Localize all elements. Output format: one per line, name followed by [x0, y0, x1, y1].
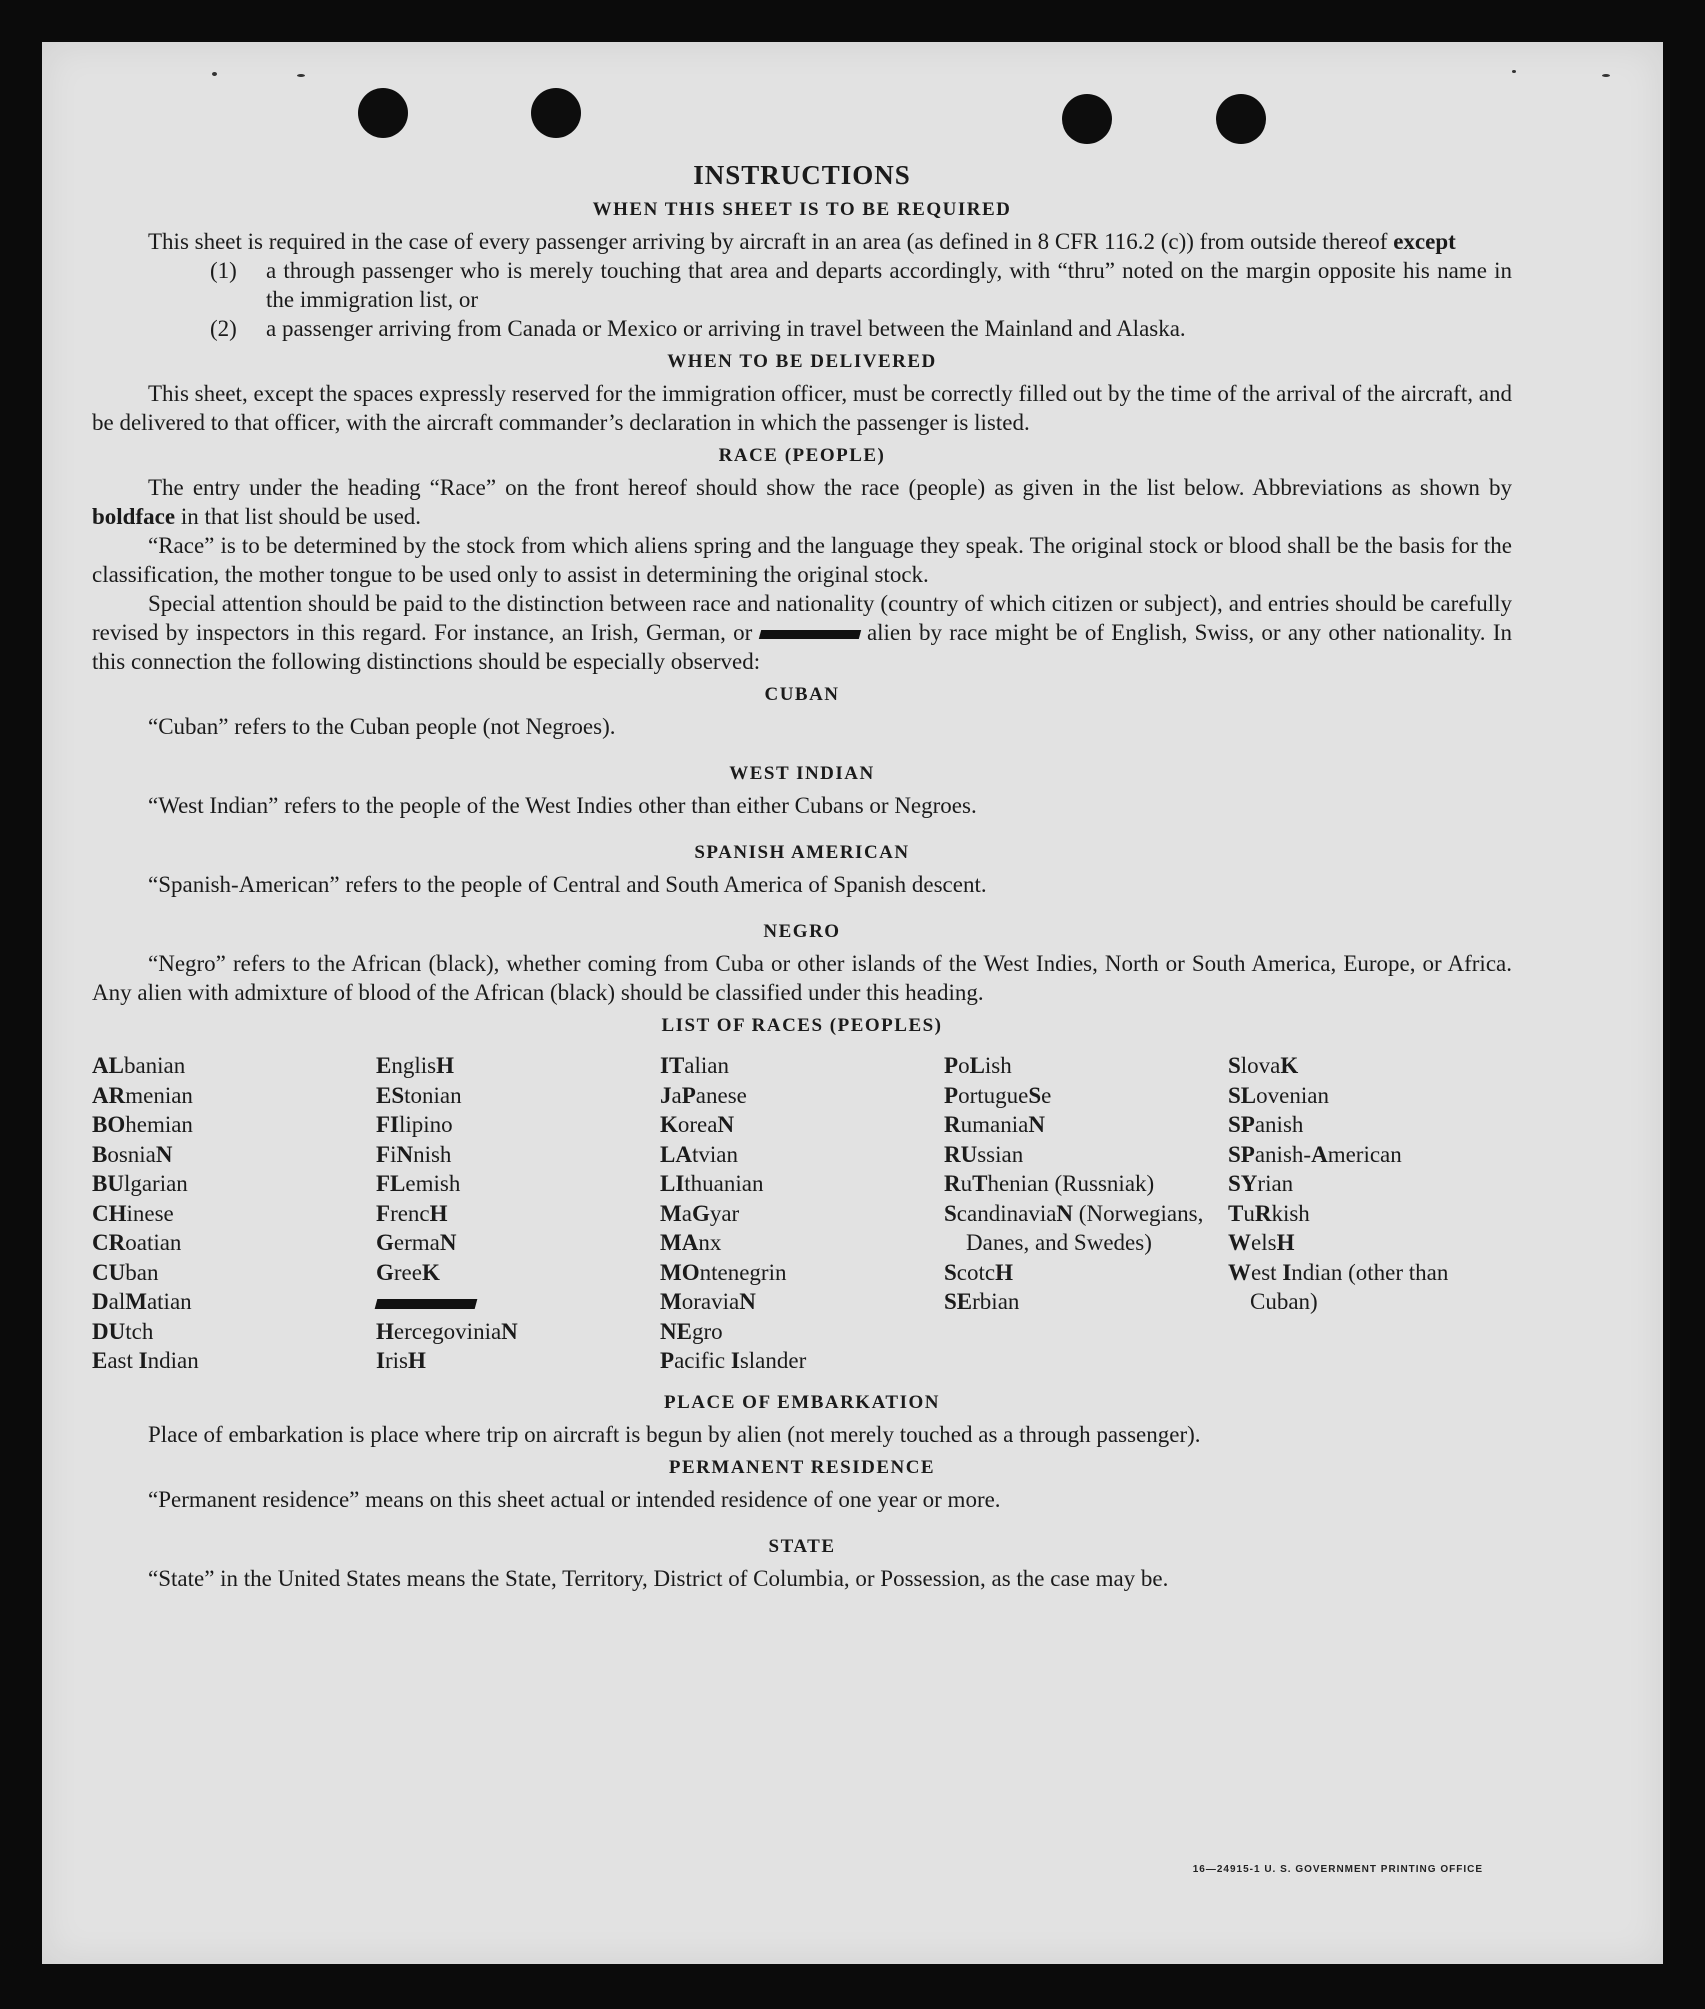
race-entry: SErbian [944, 1289, 1020, 1314]
race-entry: PoLish [944, 1053, 1012, 1078]
race-entry: RumaniaN [944, 1112, 1045, 1137]
race-entry: ScandinaviaN (Norwegians, Danes, and Swedes) [944, 1200, 1204, 1255]
heading-negro: NEGRO [763, 921, 841, 942]
punch-hole [1062, 94, 1112, 144]
heading-when-delivered: WHEN TO BE DELIVERED [667, 351, 937, 372]
race-entry: East Indian [92, 1348, 199, 1373]
race-entry: MoraviaN [660, 1289, 756, 1314]
race-entry: BOhemian [92, 1112, 193, 1137]
race-entry: ITalian [660, 1053, 729, 1078]
exception-item: (1) a through passenger who is merely touching that area and departs accordingly, with “thru” noted on the margin opposite his name in the immigration list, or [210, 258, 1512, 312]
races-column [944, 1051, 1228, 1376]
document-sheet [42, 42, 1663, 1964]
race-para-2: “Race” is to be determined by the stock from which aliens spring and the language they speak. The original stock or blood shall be the basis for the classification, the mother tongue to be used only to assist in determining the original stock. [92, 533, 1512, 587]
race-entry: SYrian [1228, 1171, 1294, 1196]
race-entry: IrisH [376, 1348, 426, 1373]
race-entry: FiNnish [376, 1141, 452, 1167]
speck [297, 74, 305, 77]
heading-residence: PERMANENT RESIDENCE [668, 1456, 936, 1478]
race-entry: ScotcH [944, 1259, 1013, 1285]
race-entry: RuThenian (Russniak) [944, 1171, 1155, 1196]
race-para-1: The entry under the heading “Race” on the front hereof should show the race (people) as given in the list below. Abbreviations as shown by boldface in that list should be used. [92, 475, 1512, 529]
race-entry: CRoatian [92, 1230, 182, 1255]
printing-office-code: 16—24915-1 U. S. GOVERNMENT PRINTING OFFICE [1192, 1864, 1483, 1875]
race-entry: TuRkish [1228, 1200, 1310, 1226]
race-entry: GermaN [376, 1230, 457, 1255]
race-entry: EStonian [376, 1082, 462, 1108]
race-entry: DUtch [92, 1318, 154, 1344]
speck [212, 72, 217, 76]
race-entry: MaGyar [660, 1200, 740, 1226]
instructions-content [92, 160, 1512, 1593]
west-indian-text: “West Indian” refers to the people of the West Indies other than either Cubans or Negroes. [148, 793, 977, 818]
races-list [92, 1051, 1512, 1376]
heading-state: STATE [768, 1535, 836, 1557]
race-entry: EnglisH [376, 1053, 454, 1078]
race-entry: SPanish-American [1228, 1141, 1402, 1167]
races-column [376, 1051, 660, 1376]
race-entry: BosniaN [92, 1141, 173, 1167]
race-entry: BUlgarian [92, 1171, 188, 1196]
punch-hole [531, 88, 581, 138]
race-entry: RUssian [944, 1141, 1024, 1167]
race-entry: LIthuanian [660, 1171, 764, 1196]
race-entry: PortugueSe [944, 1082, 1052, 1108]
race-entry: CHinese [92, 1200, 174, 1226]
heading-race: RACE (PEOPLE) [718, 445, 886, 466]
race-entry: FIlipino [376, 1112, 453, 1137]
punch-hole [1216, 94, 1266, 144]
embarkation-text: Place of embarkation is place where trip on aircraft is begun by alien (not merely touched as a through passenger). [148, 1421, 1201, 1447]
races-column [92, 1051, 376, 1376]
race-entry: SlovaK [1228, 1053, 1299, 1078]
negro-text: “Negro” refers to the African (black), whether coming from Cuba or other islands of the West Indies, North or South America, Europe, or Africa. Any alien with admixture of blood of the African (black) should be classified under this heading. [92, 951, 1512, 1005]
cuban-text: “Cuban” refers to the Cuban people (not Negroes). [148, 714, 616, 739]
heading-cuban: CUBAN [764, 684, 840, 705]
heading-west-indian: WEST INDIAN [729, 763, 875, 784]
race-entry: WelsH [1228, 1230, 1295, 1255]
heading-when-required: WHEN THIS SHEET IS TO BE REQUIRED [592, 199, 1012, 220]
races-column [1228, 1051, 1512, 1376]
race-entry: West Indian (other than Cuban) [1228, 1259, 1449, 1314]
race-entry: ALbanian [92, 1053, 186, 1078]
state-text: “State” in the United States means the State, Territory, District of Columbia, or Possession, as the case may be. [148, 1565, 1169, 1591]
race-entry [376, 1287, 660, 1317]
residence-text: “Permanent residence” means on this sheet actual or intended residence of one year or more. [148, 1486, 1001, 1512]
exception-item: (2) a passenger arriving from Canada or Mexico or arriving in travel between the Mainland and Alaska. [210, 316, 1186, 341]
spanish-american-text: “Spanish-American” refers to the people of Central and South America of Spanish descent. [148, 872, 987, 897]
speck [1512, 70, 1516, 73]
race-entry: ARmenian [92, 1082, 193, 1108]
race-entry: NEgro [660, 1318, 723, 1344]
race-entry: SLovenian [1228, 1082, 1329, 1108]
race-para-3: Special attention should be paid to the distinction between race and nationality (country of which citizen or subject), and entries should be carefully revised by inspectors in this regard. For instance, an Irish, German, or alien by race might be of English, Swiss, or any other nationality. In this connection the following distinctions should be especially observed: [92, 591, 1513, 674]
punch-hole [358, 88, 408, 138]
redaction-mark [375, 1299, 478, 1309]
race-entry: KoreaN [660, 1112, 735, 1137]
speck [1602, 74, 1610, 77]
races-column [660, 1051, 944, 1376]
page-title: INSTRUCTIONS [693, 160, 911, 190]
redaction-mark [758, 630, 860, 639]
when-required-intro: This sheet is required in the case of every passenger arriving by aircraft in an area (as defined in 8 CFR 116.2 (c)) from outside thereof except [148, 229, 1456, 254]
when-delivered-text: This sheet, except the spaces expressly reserved for the immigration officer, must be correctly filled out by the time of the arrival of the aircraft, and be delivered to that officer, with the aircraft commander’s declaration in which the passenger is listed. [92, 381, 1512, 435]
race-entry: FrencH [376, 1200, 448, 1226]
heading-races-list: LIST OF RACES (PEOPLES) [661, 1015, 943, 1036]
race-entry: Pacific Islander [660, 1348, 807, 1373]
race-entry: DalMatian [92, 1289, 192, 1314]
heading-embarkation: PLACE OF EMBARKATION [664, 1391, 940, 1413]
race-entry: JaPanese [660, 1082, 747, 1108]
race-entry: LAtvian [660, 1141, 738, 1167]
race-entry: HercegoviniaN [376, 1318, 518, 1344]
race-entry: SPanish [1228, 1112, 1304, 1137]
race-entry: MAnx [660, 1230, 722, 1255]
heading-spanish-american: SPANISH AMERICAN [694, 842, 910, 863]
race-entry: MOntenegrin [660, 1259, 787, 1285]
race-entry: FLemish [376, 1171, 461, 1196]
race-entry: GreeK [376, 1259, 440, 1285]
exception-list [92, 256, 1512, 343]
race-entry: CUban [92, 1259, 159, 1285]
